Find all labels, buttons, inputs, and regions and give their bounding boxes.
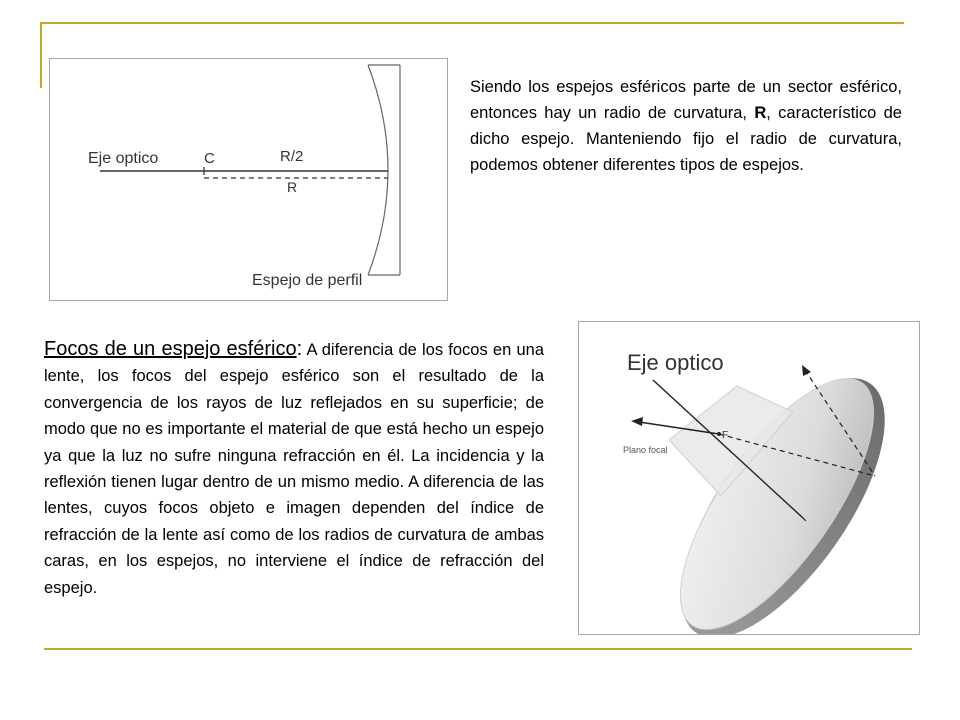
- spherical-mirror-svg: [579, 322, 919, 634]
- spherical-mirror-figure: [578, 321, 920, 635]
- curvature-text-start: Siendo los espejos esféricos parte de un sector esférico, entonces hay un radio de curvatura,: [470, 78, 902, 122]
- top-rule: [40, 22, 904, 24]
- axis-label: Eje optico: [88, 150, 159, 167]
- foci-body: A diferencia de los focos en una lente, los focos del espejo esférico son el resultado de la convergencia de los rayos de luz reflejados en su superficie; de modo que no es importante el material de que está hecho un espejo ya que la luz no sufre ninguna refracción en él. La incidencia y la reflexión tienen lugar dentro de un mismo medio. A diferencia de las lentes, cuyos focos objeto e imagen dependen del índice de refracción de la lente así como de los radios de curvatura de ambas caras, en los espejos, no interviene el índice de refracción del espejo.: [44, 341, 544, 597]
- curvature-text-end: , característico de dicho espejo. Manteniendo fijo el radio de curvatura, podemos obtener diferentes tipos de espejos.: [470, 104, 902, 174]
- bottom-rule: [44, 648, 912, 650]
- mirror-profile-figure: [49, 58, 448, 301]
- mirror-profile-svg: [50, 59, 447, 300]
- foci-heading-colon: :: [296, 338, 303, 360]
- half-radius-label: R/2: [280, 148, 304, 165]
- radius-symbol: R: [754, 104, 767, 122]
- curvature-paragraph: [470, 74, 902, 178]
- mirror-axis-title: Eje optico: [627, 350, 724, 375]
- foci-heading: Focos de un espejo esférico: [44, 338, 297, 360]
- center-label: C: [204, 150, 215, 167]
- radius-label: R: [287, 179, 298, 195]
- mirror-profile-label: Espejo de perfil: [252, 272, 363, 289]
- focus-label: F: [722, 430, 729, 441]
- foci-paragraph: [44, 336, 544, 601]
- left-rule: [40, 22, 42, 88]
- focal-plane-label: Plano focal: [623, 445, 668, 455]
